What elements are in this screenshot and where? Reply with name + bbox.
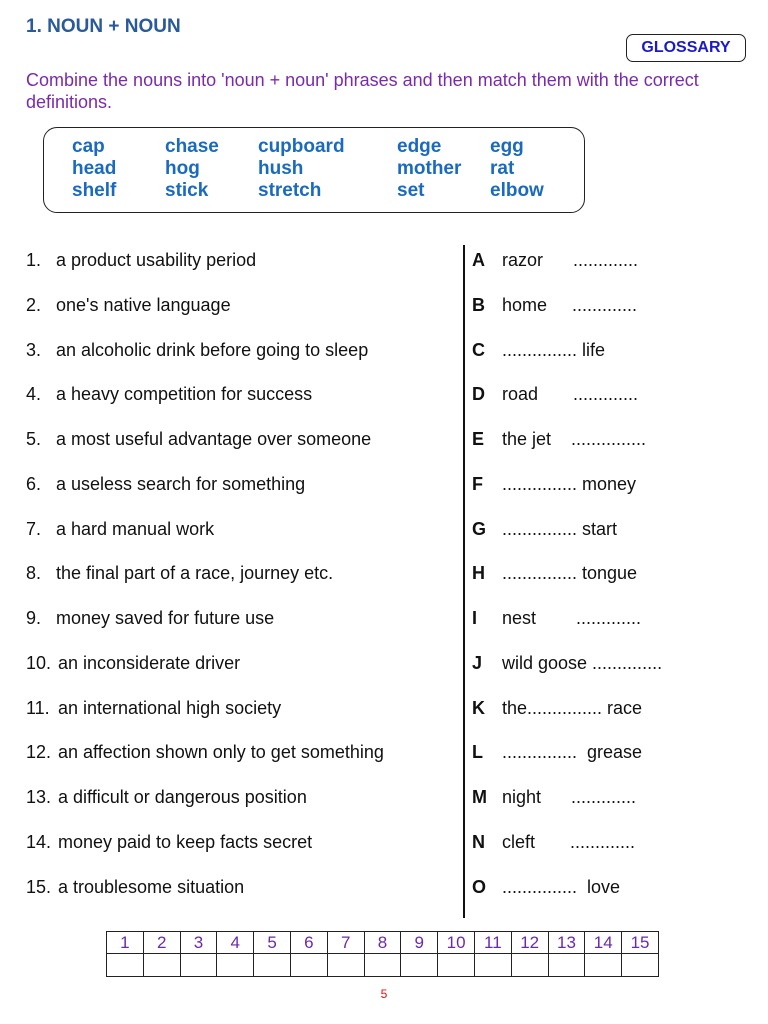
answer-letter: L [472, 742, 483, 763]
grid-answer-cell[interactable] [327, 954, 364, 977]
grid-number-cell: 5 [254, 932, 291, 954]
glossary-button[interactable]: GLOSSARY [626, 34, 746, 62]
definition-number: 7. [26, 518, 42, 539]
answer-item [472, 249, 638, 271]
definition-text: an international high society [58, 697, 282, 718]
grid-number-cell: 14 [585, 932, 622, 954]
word-item: head [72, 158, 117, 179]
answer-text: nest ............. [502, 608, 642, 628]
answer-text: the jet ............... [502, 429, 647, 449]
definition-number: 4. [26, 384, 42, 405]
grid-answer-cell[interactable] [438, 954, 475, 977]
answer-letter: B [472, 294, 485, 315]
answer-item [472, 562, 637, 584]
definition-number: 5. [26, 429, 42, 449]
grid-number-cell: 12 [511, 932, 548, 954]
definition-item [26, 652, 240, 674]
definition-item [26, 876, 244, 898]
grid-answer-cell[interactable] [474, 954, 511, 977]
grid-answer-cell[interactable] [548, 954, 585, 977]
answer-text: ............... tongue [502, 563, 638, 584]
definition-text: money saved for future use [56, 608, 275, 628]
answer-text: cleft ............. [502, 831, 636, 852]
definition-number: 8. [26, 563, 42, 584]
definition-text: a product usability period [56, 250, 257, 270]
answer-text: home ............. [502, 294, 638, 315]
definition-text: a heavy competition for success [56, 384, 313, 405]
definition-number: 2. [26, 294, 42, 315]
answer-item [472, 607, 641, 629]
definition-number: 10. [26, 652, 52, 673]
section-title: 1. NOUN + NOUN [26, 16, 181, 37]
word-item: shelf [72, 180, 117, 201]
answer-item [472, 294, 637, 316]
grid-answer-cell[interactable] [585, 954, 622, 977]
answer-item [472, 876, 620, 898]
definition-number: 9. [26, 608, 42, 628]
definition-number: 1. [26, 250, 42, 270]
word-item: rat [490, 158, 515, 179]
answer-text: ............... grease [502, 742, 643, 763]
answer-letter: H [472, 563, 485, 584]
grid-answer-cell[interactable] [217, 954, 254, 977]
page-number: 5 [380, 987, 388, 1001]
grid-number-cell: 3 [180, 932, 217, 954]
answer-item [472, 697, 642, 719]
definition-item [26, 428, 371, 450]
grid-answer-cell[interactable] [401, 954, 438, 977]
definition-text: a difficult or dangerous position [58, 787, 307, 807]
answer-item [472, 652, 662, 674]
grid-answer-cell[interactable] [511, 954, 548, 977]
word-item: set [397, 180, 425, 201]
answer-letter: I [472, 608, 478, 628]
answer-letter: M [472, 787, 487, 807]
grid-number-cell: 11 [474, 932, 511, 954]
grid-number-cell: 15 [622, 932, 659, 954]
answer-letter: F [472, 473, 483, 494]
answer-text: ............... love [502, 876, 621, 897]
definition-item [26, 294, 231, 316]
answer-letter: E [472, 429, 485, 449]
definition-text: an inconsiderate driver [58, 652, 241, 673]
answer-text: night ............. [502, 787, 637, 807]
definition-number: 12. [26, 742, 52, 763]
definition-item [26, 697, 281, 719]
answer-letter: C [472, 339, 485, 360]
definition-text: a troublesome situation [58, 876, 245, 897]
word-box [43, 127, 585, 213]
grid-number-cell: 7 [327, 932, 364, 954]
grid-answer-cell[interactable] [107, 954, 144, 977]
answer-text: razor ............. [502, 250, 639, 270]
definition-item [26, 473, 305, 495]
word-item: hog [165, 158, 200, 179]
grid-answer-cell[interactable] [180, 954, 217, 977]
answer-text: ............... money [502, 473, 637, 494]
answer-item [472, 428, 646, 450]
answer-letter: O [472, 876, 487, 897]
answer-text: the............... race [502, 697, 643, 718]
grid-number-cell: 4 [217, 932, 254, 954]
word-item: stretch [258, 180, 322, 201]
answer-item [472, 339, 605, 361]
word-item: elbow [490, 180, 544, 201]
answer-text: wild goose .............. [502, 652, 663, 673]
word-item: stick [165, 180, 209, 201]
answer-letter: G [472, 518, 487, 539]
definition-text: an affection shown only to get something [58, 742, 384, 763]
definition-text: a hard manual work [56, 518, 215, 539]
answer-item [472, 831, 635, 853]
column-divider [463, 245, 465, 918]
grid-number-cell: 9 [401, 932, 438, 954]
definition-number: 6. [26, 473, 42, 494]
grid-answer-cell[interactable] [364, 954, 401, 977]
answer-text: ............... life [502, 339, 606, 360]
definition-item [26, 562, 333, 584]
grid-answer-cell[interactable] [254, 954, 291, 977]
definition-text: the final part of a race, journey etc. [56, 563, 334, 584]
grid-answer-cell[interactable] [143, 954, 180, 977]
definition-text: a useless search for something [56, 473, 306, 494]
definition-item [26, 741, 384, 763]
definition-item [26, 249, 256, 271]
grid-number-cell: 10 [438, 932, 475, 954]
word-item: cupboard [258, 136, 345, 157]
definition-text: an alcoholic drink before going to sleep [56, 339, 369, 360]
definition-text: one's native language [56, 294, 231, 315]
definition-item [26, 383, 312, 405]
definition-number: 11. [26, 697, 50, 718]
answer-item [472, 741, 642, 763]
grid-number-cell: 2 [143, 932, 180, 954]
answer-text: ............... start [502, 518, 618, 539]
definition-item [26, 518, 214, 540]
word-item: egg [490, 136, 524, 157]
definition-item [26, 607, 274, 629]
definition-number: 3. [26, 339, 42, 360]
word-item: edge [397, 136, 442, 157]
word-item: hush [258, 158, 304, 179]
grid-number-cell: 13 [548, 932, 585, 954]
answer-letter: J [472, 652, 483, 673]
grid-answer-cell[interactable] [290, 954, 327, 977]
definition-item [26, 831, 312, 853]
instructions-text: Combine the nouns into 'noun + noun' phrases and then match them with the correct definitions. [26, 70, 699, 112]
definition-text: money paid to keep facts secret [58, 831, 313, 852]
word-item: cap [72, 136, 105, 157]
definition-text: a most useful advantage over someone [56, 429, 372, 449]
answer-letter: N [472, 831, 485, 852]
definition-number: 13. [26, 787, 52, 807]
definition-item [26, 339, 368, 361]
answer-item [472, 383, 638, 405]
grid-answer-cell[interactable] [622, 954, 659, 977]
definition-number: 15. [26, 876, 52, 897]
grid-number-cell: 1 [107, 932, 144, 954]
grid-number-cell: 6 [290, 932, 327, 954]
answer-letter: A [472, 250, 485, 270]
grid-number-cell: 8 [364, 932, 401, 954]
definition-number: 14. [26, 831, 52, 852]
word-item: mother [397, 158, 462, 179]
definition-item [26, 786, 307, 808]
answer-text: road ............. [502, 384, 639, 405]
answer-item [472, 518, 617, 540]
answer-letter: K [472, 697, 485, 718]
answer-item [472, 473, 636, 495]
answer-grid [106, 931, 659, 977]
answer-letter: D [472, 384, 485, 405]
word-item: chase [165, 136, 219, 157]
answer-item [472, 786, 636, 808]
